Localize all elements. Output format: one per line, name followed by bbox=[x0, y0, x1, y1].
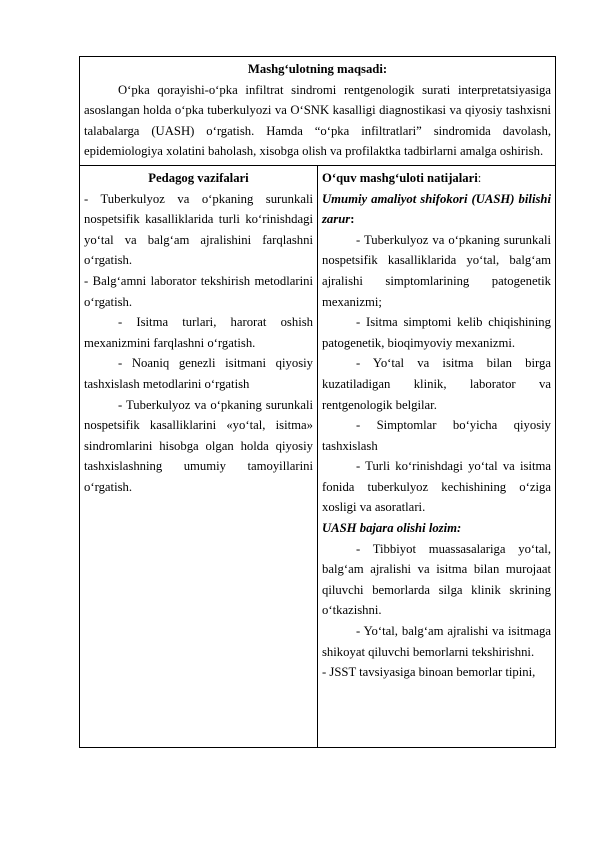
know-item: - Isitma simptomi kelib chiqishining patogenetik, bioqimyoviy mexanizmi. bbox=[322, 315, 551, 350]
know-item: - Turli ko‘rinishdagi yo‘tal va isitma fonida tuberkulyoz kechishining o‘ziga xosligi va asoratlari. bbox=[322, 459, 551, 515]
goal-text: O‘pka qorayishi-o‘pka infiltrat sindromi rentgenologik surati interpretatsiyasiga asoslangan holda o‘pka tuberkulyozi va O‘SNK kasalligi diagnostikasi va qiyosiy tashxisni talabalarga (UASH) o‘rgatish. Hamda “o‘pka infiltratlari” sindromida davolash, epidemiologiya xolatini baholash, xisobga olish va profilaktka tadbirlarni amalga oshirish. bbox=[84, 82, 551, 159]
know-subtitle-colon: : bbox=[350, 212, 355, 227]
lesson-plan-table bbox=[79, 56, 556, 748]
pedagog-tasks-title: Pedagog vazifalari bbox=[148, 170, 249, 185]
goal-title: Mashg‘ulotning maqsadi: bbox=[247, 62, 388, 76]
must-item: - Yo‘tal, balg‘am ajralishi va isitmaga shikoyat qiluvchi bemorlarni tekshirishni. bbox=[322, 624, 551, 659]
tasks-results-row bbox=[80, 165, 556, 747]
results-heading bbox=[322, 168, 551, 189]
know-item: - Tuberkulyoz va o‘pkaning surunkali nospetsifik kasalliklarida yo‘tal, balg‘am ajralishi simptomlarining patogenetik mexanizmi; bbox=[322, 232, 551, 309]
goal-row bbox=[80, 57, 556, 166]
results-title: O‘quv mashg‘uloti natijalari bbox=[322, 170, 478, 185]
know-item: - Yo‘tal va isitma bilan birga kuzatiladigan klinik, laborator va rentgenologik belgilar. bbox=[322, 356, 551, 412]
results-title-colon: : bbox=[477, 170, 482, 185]
know-heading bbox=[322, 189, 551, 230]
task-item: - Isitma turlari, harorat oshish mexanizmini farqlashni o‘rgatish. bbox=[84, 315, 313, 350]
must-item: - JSST tavsiyasiga binoan bemorlar tipini, bbox=[322, 665, 536, 680]
know-subtitle: Umumiy amaliyot shifokori (UASH) bilishi zarur bbox=[322, 191, 551, 227]
goal-cell bbox=[80, 57, 556, 166]
results-cell bbox=[318, 165, 556, 747]
task-item: - Noaniq genezli isitmani qiyosiy tashxislash metodlarini o‘rgatish bbox=[84, 356, 313, 391]
task-item: - Tuberkulyoz va o‘pkaning surunkali nospetsifik kasalliklarida turli ko‘rinishdagi yo‘tal va balg‘am ajralishini farqlashni o‘rgatish. bbox=[84, 191, 313, 268]
must-item: - Tibbiyot muassasalariga yo‘tal, balg‘am ajralishi va isitma bilan murojaat qiluvchi bemorlarda silga klinik skrining o‘tkazishni. bbox=[322, 541, 551, 618]
task-item: - Balg‘amni laborator tekshirish metodlarini o‘rgatish. bbox=[84, 273, 313, 309]
task-item: - Tuberkulyoz va o‘pkaning surunkali nospetsifik kasalliklarini «yo‘tal, isitma» sindromlarini hisobga olgan holda qiyosiy tashxislashning umumiy tamoyillarini o‘rgatish. bbox=[84, 397, 313, 494]
know-item: - Simptomlar bo‘yicha qiyosiy tashxislash bbox=[322, 418, 551, 453]
must-title: UASH bajara olishi lozim: bbox=[322, 521, 462, 536]
pedagog-tasks-cell bbox=[80, 165, 318, 747]
document-page bbox=[79, 56, 556, 748]
